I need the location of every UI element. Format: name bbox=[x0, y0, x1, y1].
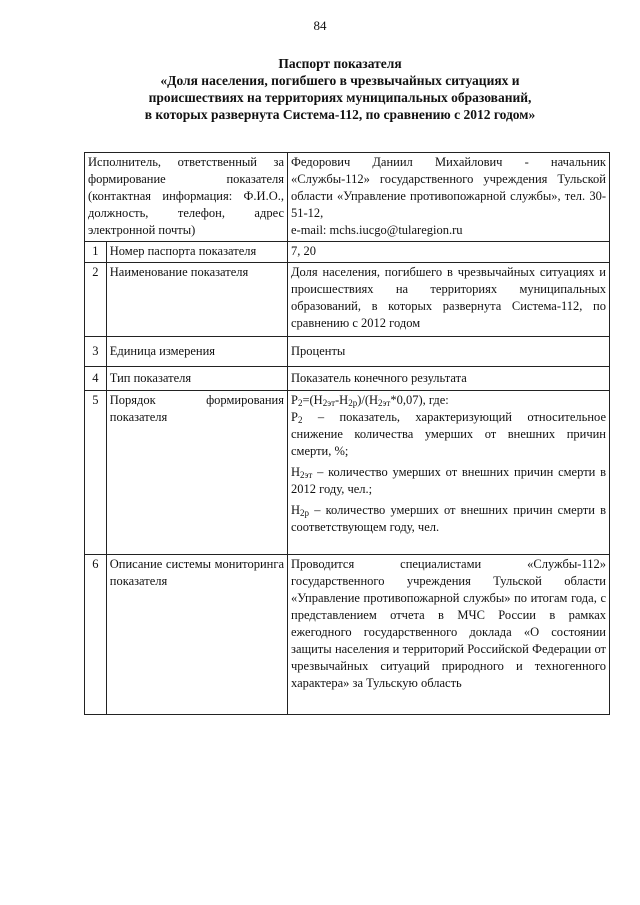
definition-h2et bbox=[291, 464, 606, 498]
row-label: Номер паспорта показателя bbox=[106, 242, 287, 263]
page-number: 84 bbox=[313, 18, 327, 33]
executor-label: Исполнитель, ответственный за формирование показателя (контактная информация: Ф.И.О., должность, телефон, адрес электронной почты) bbox=[85, 153, 288, 242]
definition-symbol: Р bbox=[291, 410, 298, 424]
formula-part: )/(Н bbox=[357, 393, 379, 407]
row-label: Порядок формирования показателя bbox=[106, 391, 287, 555]
title-line-3: происшествиях на территориях муниципальных образований, bbox=[148, 90, 532, 105]
executor-email: e-mail: mchs.iucgo@tularegion.ru bbox=[291, 223, 463, 237]
table-row bbox=[85, 263, 610, 337]
definition-symbol: Н bbox=[291, 465, 301, 479]
title-line-2: «Доля населения, погибшего в чрезвычайных ситуациях и bbox=[160, 73, 520, 88]
definition-text: – показатель, характеризующий относительное снижение количества умерших от внешних причин смерти, %; bbox=[291, 410, 606, 458]
table-row-executor bbox=[85, 153, 610, 242]
formula-part: -Н bbox=[335, 393, 349, 407]
definition-subscript: 2эт bbox=[300, 470, 313, 480]
formula-part: *0,07), где: bbox=[390, 393, 449, 407]
definition-h2r bbox=[291, 502, 606, 536]
row-number: 3 bbox=[85, 337, 107, 367]
definition-subscript: 2 bbox=[297, 415, 303, 425]
formula-subscript: 2р bbox=[348, 398, 358, 408]
definition-text: – количество умерших от внешних причин смерти в соответствующем году, чел. bbox=[291, 503, 606, 534]
table-row bbox=[85, 242, 610, 263]
definition-symbol: Н bbox=[291, 503, 301, 517]
row-value: 7, 20 bbox=[288, 242, 610, 263]
row-label: Наименование показателя bbox=[106, 263, 287, 337]
document-title bbox=[80, 55, 600, 123]
row-value: Проводится специалистами «Службы-112» государственного учреждения Тульской области «Управление противопожарной службы» по итогам года, с представлением отчета в МЧС России в рамках ежегодного государственного доклада «О состоянии защиты населения и территорий Российской Федерации от чрезвычайных ситуаций природного и техногенного характера» за Тульскую область bbox=[288, 555, 610, 715]
formula-part: =(Н bbox=[302, 393, 323, 407]
row-value: Показатель конечного результата bbox=[288, 367, 610, 391]
row-value: Доля населения, погибшего в чрезвычайных ситуациях и происшествиях на территориях муниципальных образований, в которых развернута Система-112, по сравнению с 2012 годом bbox=[288, 263, 610, 337]
executor-value bbox=[288, 153, 610, 242]
definition-subscript: 2р bbox=[300, 508, 310, 518]
formula-symbol: Р bbox=[291, 393, 298, 407]
title-line-4: в которых развернута Система-112, по сравнению с 2012 годом» bbox=[144, 107, 536, 122]
row-number: 5 bbox=[85, 391, 107, 555]
formula-subscript: 2эт bbox=[378, 398, 391, 408]
row-label: Описание системы мониторинга показателя bbox=[106, 555, 287, 715]
table-row bbox=[85, 367, 610, 391]
row-value bbox=[288, 391, 610, 555]
formula bbox=[291, 392, 606, 409]
title-line-1: Паспорт показателя bbox=[278, 56, 402, 71]
passport-table bbox=[84, 152, 610, 715]
formula-subscript: 2 bbox=[297, 398, 303, 408]
row-label: Тип показателя bbox=[106, 367, 287, 391]
row-value: Проценты bbox=[288, 337, 610, 367]
row-number: 6 bbox=[85, 555, 107, 715]
table-row bbox=[85, 391, 610, 555]
row-label: Единица измерения bbox=[106, 337, 287, 367]
formula-subscript: 2эт bbox=[322, 398, 335, 408]
row-number: 1 bbox=[85, 242, 107, 263]
table-row bbox=[85, 337, 610, 367]
row-number: 4 bbox=[85, 367, 107, 391]
definition-text: – количество умерших от внешних причин смерти в 2012 году, чел.; bbox=[291, 465, 606, 496]
row-number: 2 bbox=[85, 263, 107, 337]
table-row bbox=[85, 555, 610, 715]
executor-name: Федорович Даниил Михайлович - начальник «Службы-112» государственного учреждения Тульской области «Управление противопожарной службы», тел. 30-51-12, bbox=[291, 155, 606, 220]
definition-p2 bbox=[291, 409, 606, 460]
